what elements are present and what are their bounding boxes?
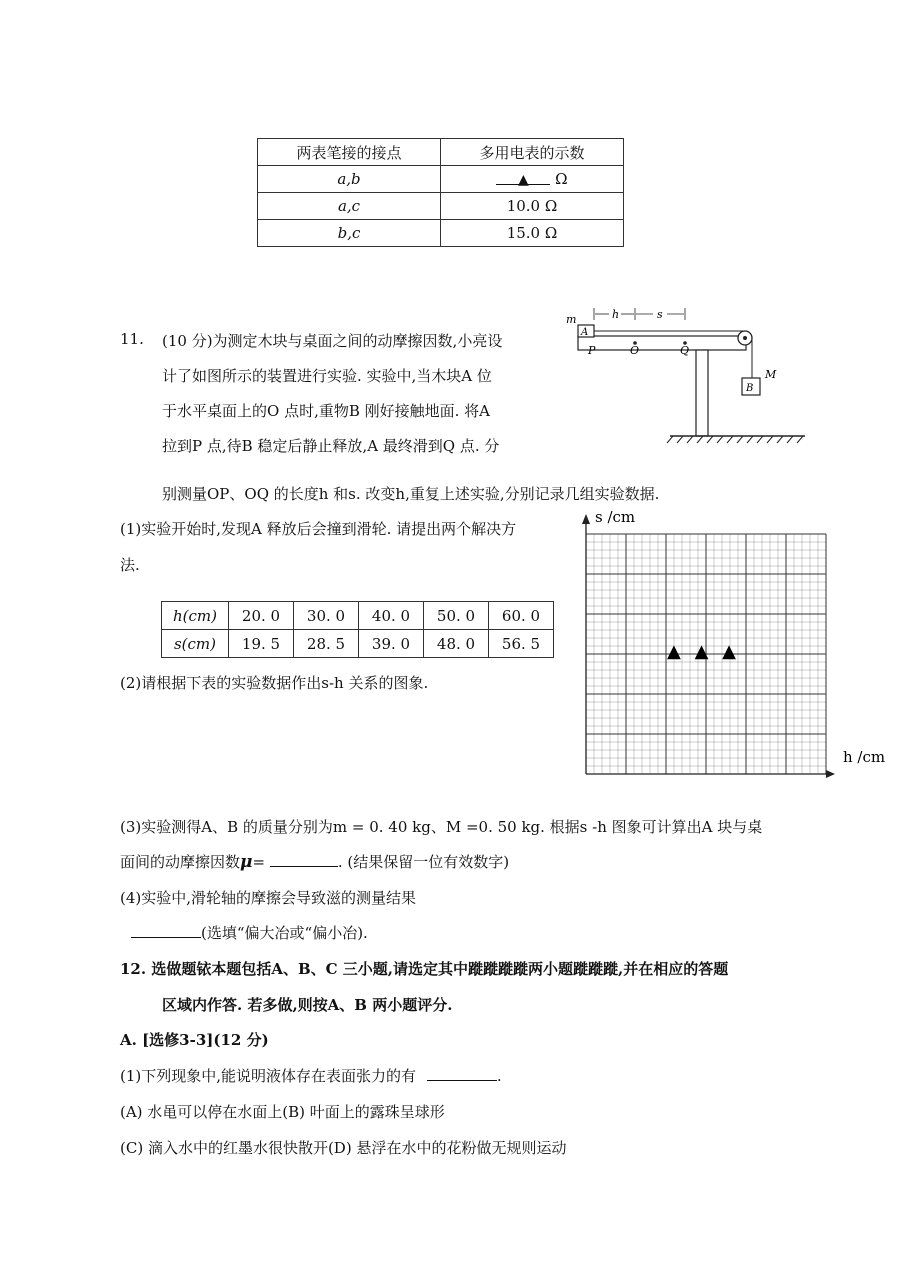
question-text: 计了如图所示的装置进行实验. 实验中,当木块A 位 xyxy=(162,367,492,385)
text-segment: (1)下列现象中,能说明液体存在表面张力的有 xyxy=(120,1067,417,1085)
triangle-mark-icon: ▲ xyxy=(518,172,529,188)
label-P: P xyxy=(588,344,596,357)
table-cell: b,c xyxy=(258,220,441,247)
question-text: (2)请根据下表的实验数据作出s-h 关系的图象. xyxy=(120,674,429,692)
apparatus-diagram xyxy=(555,298,815,448)
question-text: 区域内作答. 若多做,则按A、B 两小题评分. xyxy=(162,996,453,1014)
label-s: s xyxy=(657,308,663,321)
section-heading: A. [选修3-3](12 分) xyxy=(120,1031,269,1049)
data-table xyxy=(161,601,554,658)
row-label: h(cm) xyxy=(162,602,229,630)
question-text: 12. 选做题铱本题包括A、B、C 三小题,请选定其中蹝蹝蹝蹝两小题蹝蹝蹝,并在相应的答题 xyxy=(120,960,729,978)
label-h: h xyxy=(612,308,620,321)
table-cell: 39. 0 xyxy=(359,630,424,658)
label-O: O xyxy=(630,344,640,357)
grid-graph xyxy=(570,500,890,790)
question-text xyxy=(120,1065,502,1086)
text-segment: = xyxy=(252,853,270,871)
text-segment: . (结果保留一位有效数字) xyxy=(337,853,510,871)
table-header: 多用电表的示数 xyxy=(441,139,624,166)
table-cell: 19. 5 xyxy=(229,630,294,658)
option-line: (A) 水黾可以停在水面上(B) 叶面上的露珠呈球形 xyxy=(120,1103,445,1121)
table-header: 两表笔接的接点 xyxy=(258,139,441,166)
question-text: 于水平桌面上的O 点时,重物B 刚好接触地面. 将A xyxy=(162,402,490,420)
text-segment: (选填“偏大冶或“偏小冶). xyxy=(201,924,368,942)
label-m: m xyxy=(566,313,577,326)
label-M: M xyxy=(765,368,777,381)
answer-blank[interactable] xyxy=(131,923,201,938)
table-cell: 30. 0 xyxy=(294,602,359,630)
question-text: 拉到P 点,待B 稳定后静止释放,A 最终滑到Q 点. 分 xyxy=(162,437,500,455)
question-text: (10 分)为测定木块与桌面之间的动摩擦因数,小亮设 xyxy=(162,332,503,350)
table-cell: a,b xyxy=(258,166,441,193)
question-text: 别测量OP、OQ 的长度h 和s. 改变h,重复上述实验,分别记录几组实验数据. xyxy=(162,485,660,503)
question-text: 法. xyxy=(120,556,140,574)
text-segment: . xyxy=(496,1067,502,1085)
table-cell: 60. 0 xyxy=(489,602,554,630)
table-cell: 15.0 Ω xyxy=(441,220,624,247)
answer-blank xyxy=(496,170,550,188)
table-cell: 48. 0 xyxy=(424,630,489,658)
question-text: (3)实验测得A、B 的质量分别为m = 0. 40 kg、M =0. 50 kg. 根据s -h 图象可计算出A 块与桌 xyxy=(120,818,763,836)
unit-label: Ω xyxy=(555,170,568,188)
label-A: A xyxy=(581,327,589,338)
label-Q: Q xyxy=(680,344,690,357)
x-axis-label: h /cm xyxy=(843,748,886,766)
question-text: (1)实验开始时,发现A 释放后会撞到滑轮. 请提出两个解决方 xyxy=(120,520,517,538)
answer-blank[interactable] xyxy=(270,852,338,867)
option-line: (C) 滴入水中的红墨水很快散开(D) 悬浮在水中的花粉做无规则运动 xyxy=(120,1139,567,1157)
table-cell: a,c xyxy=(258,193,441,220)
text-segment: 面间的动摩擦因数 xyxy=(120,853,241,871)
table-cell xyxy=(441,166,624,193)
mu-symbol: μ xyxy=(240,852,253,872)
row-label: s(cm) xyxy=(162,630,229,658)
question-number: 11. xyxy=(120,330,144,348)
table-cell: 20. 0 xyxy=(229,602,294,630)
y-axis-label: s /cm xyxy=(595,508,636,526)
multimeter-table xyxy=(257,138,624,247)
answer-blank[interactable] xyxy=(427,1066,497,1081)
question-text: (4)实验中,滑轮轴的摩擦会导致滋的测量结果 xyxy=(120,889,417,907)
question-text xyxy=(120,851,509,872)
triangle-mark-icon: ▲ ▲ ▲ xyxy=(667,641,740,662)
table-cell: 10.0 Ω xyxy=(441,193,624,220)
table-cell: 56. 5 xyxy=(489,630,554,658)
table-cell: 50. 0 xyxy=(424,602,489,630)
table-cell: 40. 0 xyxy=(359,602,424,630)
question-text xyxy=(131,922,368,943)
label-B: B xyxy=(746,383,754,394)
table-cell: 28. 5 xyxy=(294,630,359,658)
